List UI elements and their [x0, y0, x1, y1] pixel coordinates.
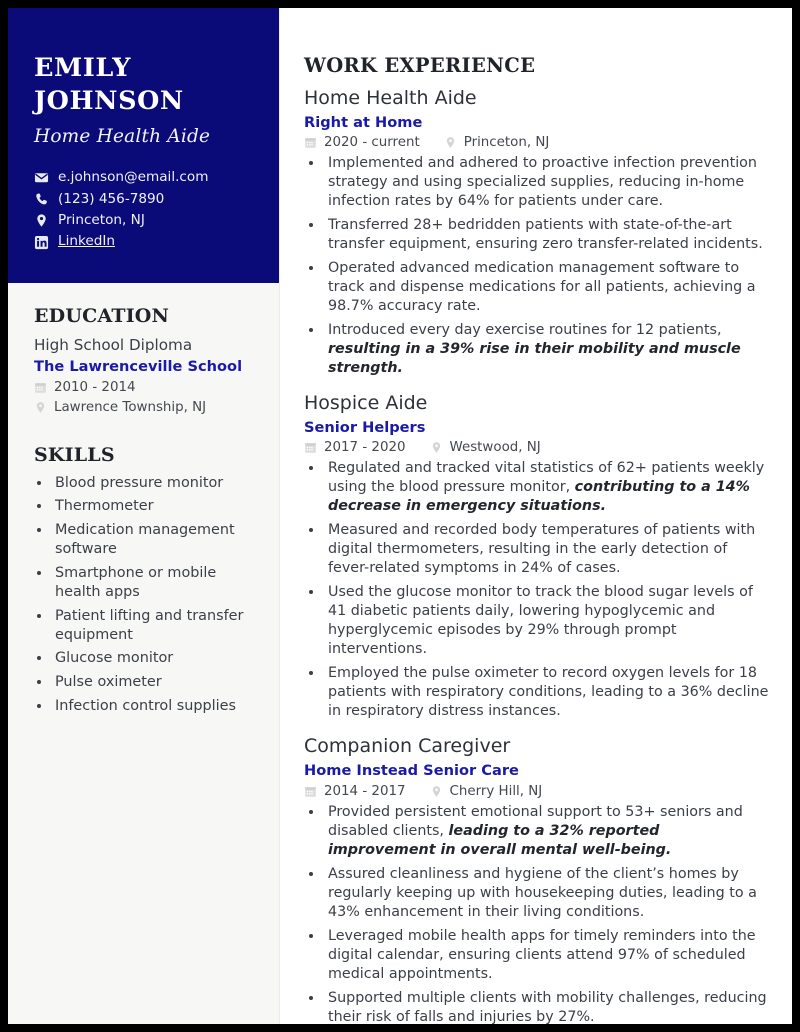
list-item: • Measured and recorded body temperatures of patients with digital thermometers, resulting in the early detection of fever-related symptoms in 24% of cases. [324, 521, 770, 578]
bullet-emphasis: contributing to a 14% decrease in emergency situations. [328, 479, 750, 515]
list-item: • Provided persistent emotional support to 53+ seniors and disabled clients, leading to a 32% reported improvement in overall mental well-being. [324, 803, 770, 860]
work-experience-heading: WORK EXPERIENCE [304, 54, 536, 77]
education-degree: High School Diploma [34, 335, 193, 354]
list-item: • Infection control supplies [52, 697, 254, 716]
job-entry [304, 392, 770, 721]
sidebar-body [8, 283, 280, 716]
job-meta [304, 438, 770, 456]
contact-list [34, 167, 254, 253]
job-title: Companion Caregiver [304, 735, 511, 758]
bullet-emphasis: resulting in a 39% rise in their mobility and muscle strength. [328, 341, 741, 377]
job-meta [304, 782, 770, 800]
map-pin-icon [430, 441, 443, 454]
education-dates [34, 378, 254, 398]
job-company: Senior Helpers [304, 418, 426, 436]
sidebar [8, 8, 280, 1024]
list-item: • Leveraged mobile health apps for timely reminders into the digital calendar, ensuring clients attend 97% of scheduled medical appointments. [324, 927, 770, 984]
calendar-icon [304, 136, 317, 149]
linkedin-icon [34, 235, 49, 250]
skills-heading: SKILLS [34, 443, 115, 466]
list-item: • Blood pressure monitor [52, 474, 254, 493]
job-dates [304, 440, 406, 455]
resume-page [8, 8, 792, 1024]
job-dates-text: 2017 - 2020 [324, 440, 406, 456]
job-location [444, 135, 550, 150]
job-entry [304, 735, 770, 1024]
job-location [430, 440, 541, 455]
contact-email[interactable] [34, 167, 254, 188]
job-bullet-list [304, 459, 770, 721]
job-location-text: Princeton, NJ [463, 135, 550, 151]
candidate-first-name: EMILY [34, 53, 132, 83]
candidate-last-name: JOHNSON [34, 85, 184, 116]
job-location [430, 784, 543, 799]
list-item: • Pulse oximeter [52, 673, 254, 692]
job-bullet-list [304, 154, 770, 378]
skills-section [34, 444, 254, 716]
contact-location [34, 210, 254, 231]
contact-linkedin-text: LinkedIn [58, 233, 115, 250]
job-title: Home Health Aide [304, 87, 477, 109]
education-section [34, 305, 254, 418]
calendar-icon [34, 381, 47, 394]
skills-list [34, 474, 254, 716]
contact-linkedin[interactable] [34, 231, 254, 252]
map-pin-icon [34, 401, 47, 414]
contact-phone[interactable] [34, 189, 254, 210]
list-item: • Operated advanced medication management software to track and dispense medications for all patients, achieving a 98.7% accuracy rate. [324, 259, 770, 316]
map-pin-icon [444, 136, 457, 149]
list-item: • Regulated and tracked vital statistics of 62+ patients weekly using the blood pressure monitor, contributing to a 14% decrease in emergency situations. [324, 459, 770, 516]
education-dates-text: 2010 - 2014 [54, 380, 136, 396]
job-entry [304, 87, 770, 378]
map-pin-icon [430, 785, 443, 798]
contact-email-text: e.johnson@email.com [58, 169, 209, 186]
list-item: • Transferred 28+ bedridden patients with state-of-the-art transfer equipment, ensuring zero transfer-related incidents. [324, 216, 770, 254]
job-bullet-list [304, 803, 770, 1024]
job-list [304, 87, 770, 1024]
contact-phone-text: (123) 456-7890 [58, 190, 165, 207]
list-item: • Glucose monitor [52, 649, 254, 668]
job-location-text: Westwood, NJ [449, 440, 541, 456]
list-item: • Employed the pulse oximeter to record oxygen levels for 18 patients with respiratory conditions, leading to a 36% decline in respiratory distress instances. [324, 664, 770, 721]
education-heading: EDUCATION [34, 304, 170, 327]
job-meta [304, 133, 770, 151]
candidate-role: Home Health Aide [34, 126, 211, 148]
contact-location-text: Princeton, NJ [58, 211, 145, 228]
candidate-name [34, 52, 254, 117]
education-location-text: Lawrence Township, NJ [54, 400, 207, 416]
list-item: • Used the glucose monitor to track the blood sugar levels of 41 diabetic patients daily, lowering hypoglycemic and hyperglycemic episodes by 29% through prompt interventions. [324, 583, 770, 659]
list-item: • Smartphone or mobile health apps [52, 564, 254, 602]
map-pin-icon [34, 213, 49, 228]
job-company: Right at Home [304, 113, 423, 131]
list-item: • Thermometer [52, 497, 254, 516]
bullet-emphasis: leading to a 32% reported improvement in overall mental well-being. [328, 822, 672, 858]
job-dates [304, 784, 406, 799]
job-dates-text: 2014 - 2017 [324, 783, 406, 799]
calendar-icon [304, 441, 317, 454]
main-column [280, 8, 792, 1024]
job-company: Home Instead Senior Care [304, 762, 519, 780]
list-item: • Medication management software [52, 521, 254, 559]
list-item: • Supported multiple clients with mobility challenges, reducing their risk of falls and injuries by 27%. [324, 989, 770, 1024]
job-title: Hospice Aide [304, 392, 428, 415]
job-dates-text: 2020 - current [324, 135, 420, 151]
job-dates [304, 135, 420, 150]
envelope-icon [34, 170, 49, 185]
sidebar-hero [8, 8, 280, 283]
list-item: • Introduced every day exercise routines for 12 patients, resulting in a 39% rise in their mobility and muscle strength. [324, 321, 770, 378]
education-location [34, 398, 254, 418]
list-item: • Patient lifting and transfer equipment [52, 607, 254, 645]
list-item: • Implemented and adhered to proactive infection prevention strategy and using specialized supplies, reducing in-home infection rates by 64% for patients under care. [324, 154, 770, 211]
sidebar-divider [279, 8, 280, 1024]
job-location-text: Cherry Hill, NJ [449, 783, 543, 799]
phone-icon [34, 192, 49, 207]
education-school: The Lawrenceville School [34, 358, 243, 376]
list-item: • Assured cleanliness and hygiene of the client’s homes by regularly keeping up with housekeeping duties, leading to a 43% enhancement in their living conditions. [324, 865, 770, 922]
calendar-icon [304, 785, 317, 798]
